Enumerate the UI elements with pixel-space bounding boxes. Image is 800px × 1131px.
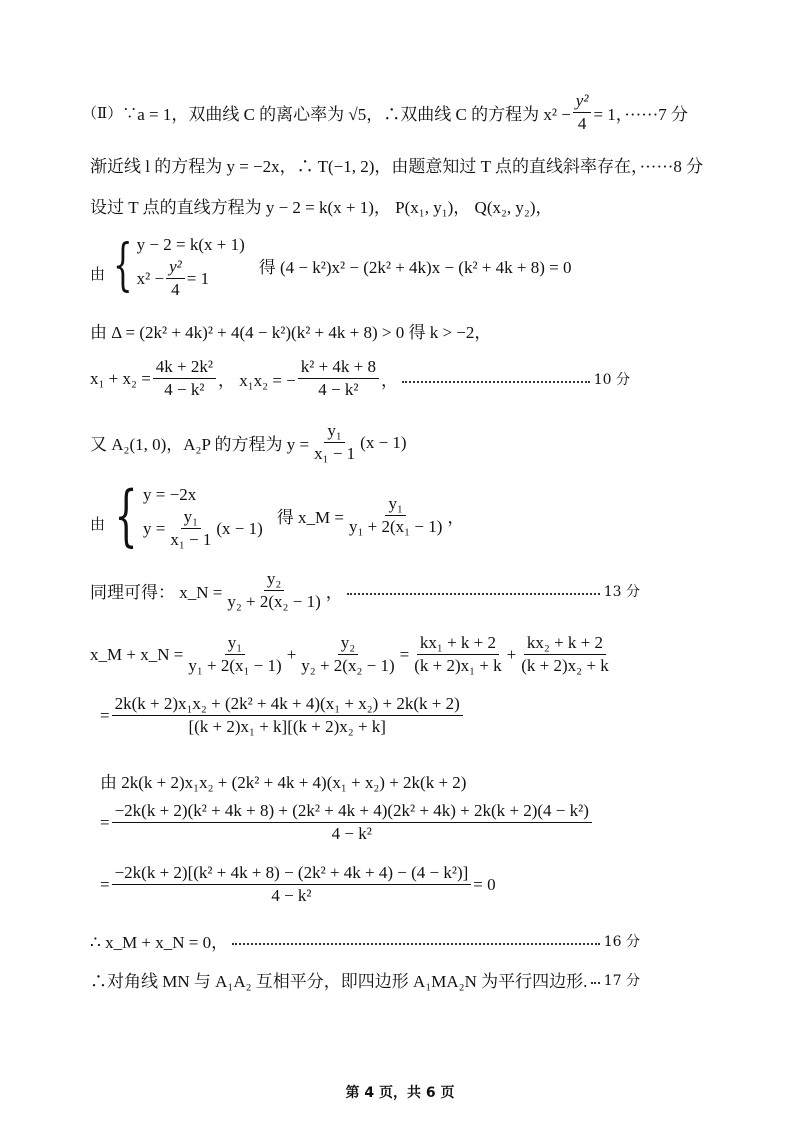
fraction-numerator: y₁	[324, 422, 344, 443]
numerator-text: 由 2k(k + 2)x₁x₂ + (2k² + 4k + 4)(x₁ + x₂) + 2k(k + 2)	[100, 773, 467, 792]
plus: +	[506, 644, 517, 664]
eq2-right: (x − 1)	[216, 518, 263, 538]
xn-label: 同理可得： x_N =	[90, 583, 223, 602]
fraction	[224, 570, 323, 611]
line-conclusion-1	[90, 928, 640, 953]
line-part2-intro	[82, 92, 688, 133]
line-system-2	[90, 476, 465, 554]
fraction	[298, 358, 379, 399]
fraction	[112, 802, 592, 843]
fraction-numerator: kx₂ + k + 2	[524, 634, 606, 655]
fraction	[112, 695, 463, 736]
score-17: 17 分	[603, 972, 640, 989]
comma: ，	[325, 583, 343, 602]
comma: ，	[381, 371, 399, 390]
fraction-numerator: 4k + 2k²	[153, 358, 216, 379]
system-eq-2	[143, 508, 263, 549]
a2p-text: 又 A₂(1, 0)，A₂P 的方程为 y =	[90, 435, 310, 454]
fraction-denominator: x₁ − 1	[170, 530, 212, 549]
equals: =	[100, 705, 110, 725]
discriminant-text: 由 Δ = (2k² + 4k)² + 4(4 − k²)(k² + 4k + 8) > 0 得 k > −2，	[90, 323, 492, 342]
fraction-numerator: 2k(k + 2)x₁x₂ + (2k² + 4k + 4)(x₁ + x₂) + 2k(k + 2)	[112, 695, 463, 716]
line-conclusion-2	[90, 967, 640, 992]
fraction	[298, 634, 397, 675]
fraction	[311, 422, 358, 463]
fraction-numerator: kx₁ + k + 2	[417, 634, 499, 655]
line-xn	[90, 570, 640, 611]
left-brace-icon: {	[113, 232, 133, 298]
fraction	[411, 634, 504, 675]
fraction-numerator: −2k(k + 2)[(k² + 4k + 8) − (2k² + 4k + 4) − (4 − k²)]	[112, 864, 472, 885]
system-prefix: 由	[90, 515, 106, 533]
fraction-denominator: (k + 2)x₁ + k	[414, 656, 502, 675]
line-numerator-expand	[100, 768, 466, 793]
system-eq-1: y = −2x	[143, 485, 197, 504]
fraction-numerator: y₂	[264, 570, 284, 591]
fraction-denominator: 4 − k²	[331, 824, 372, 843]
line-discriminant	[90, 318, 491, 343]
xm-label: 得 x_M =	[276, 508, 344, 527]
fraction-denominator: 4 − k²	[164, 380, 205, 399]
equals: =	[100, 874, 110, 894]
equation-system	[137, 232, 245, 299]
line-system-1	[90, 232, 571, 299]
fraction-denominator: [(k + 2)x₁ + k][(k + 2)x₂ + k]	[188, 717, 386, 736]
part-label: （Ⅱ）∵	[82, 104, 138, 122]
line-a2p	[90, 422, 407, 463]
fraction-denominator: y₂ + 2(x₂ − 1)	[227, 592, 321, 611]
score-7: = 1，······7 分	[593, 105, 688, 124]
comma: ，	[447, 508, 465, 527]
dotted-leader	[591, 982, 599, 984]
fraction-denominator: 4 − k²	[271, 886, 312, 905]
line-equation-text: 设过 T 点的直线方程为 y − 2 = k(x + 1)， P(x₁, y₁)， Q(x₂, y₂)，	[90, 198, 553, 217]
fraction	[112, 864, 472, 905]
fraction-numerator: y₁	[225, 634, 245, 655]
fraction-denominator: y₁ + 2(x₁ − 1)	[188, 656, 282, 675]
left-brace-icon: {	[114, 476, 138, 554]
eq2-left: y =	[143, 518, 166, 538]
vieta-sum: x₁ + x₂ =	[90, 368, 151, 388]
fraction-numerator: k² + 4k + 8	[298, 358, 379, 379]
fraction-denominator: y₁ + 2(x₁ − 1)	[349, 517, 443, 536]
equals-zero: = 0	[473, 874, 496, 894]
system-eq-2	[137, 258, 245, 299]
fraction-numerator: y₁	[181, 508, 201, 529]
equals: =	[399, 644, 410, 664]
fraction-denominator: 4	[171, 280, 180, 299]
system-prefix: 由	[90, 265, 106, 283]
conclusion-2-text: ∴对角线 MN 与 A₁A₂ 互相平分，即四边形 A₁MA₂N 为平行四边形.	[90, 972, 588, 991]
equals: =	[100, 812, 110, 832]
fraction-denominator: y₂ + 2(x₂ − 1)	[301, 656, 395, 675]
asymptote-text: 渐近线 l 的方程为 y = −2x，∴ T(−1, 2)，由题意知过 T 点的直线斜率存在，······8 分	[90, 157, 704, 176]
line-substitute	[100, 802, 594, 843]
fraction	[167, 508, 214, 549]
line-combined	[100, 695, 465, 736]
fraction-denominator: 4	[577, 114, 587, 133]
fraction	[166, 258, 185, 299]
score-16: 16 分	[603, 933, 640, 950]
sum-label: x_M + x_N =	[90, 644, 184, 664]
fraction-numerator: y₁	[385, 495, 405, 516]
dotted-leader	[232, 943, 600, 945]
dotted-leader	[402, 381, 590, 383]
system-result: 得 (4 − k²)x² − (2k² + 4k)x − (k² + 4k + 8) = 0	[258, 258, 572, 277]
plus: +	[286, 644, 297, 664]
equation-system	[143, 482, 263, 549]
dotted-leader	[347, 593, 600, 595]
fraction	[185, 634, 284, 675]
fraction-numerator: y²	[573, 92, 592, 113]
line-line-equation	[90, 193, 553, 218]
eq2-left: x² −	[136, 268, 165, 288]
score-13: 13 分	[603, 583, 640, 600]
fraction-denominator: (k + 2)x₂ + k	[521, 656, 609, 675]
vieta-product: ， x₁x₂ = −	[217, 371, 296, 390]
conclusion-1-text: ∴ x_M + x_N = 0，	[90, 933, 229, 952]
fraction-numerator: −2k(k + 2)(k² + 4k + 8) + (2k² + 4k + 4)(2k² + 4k) + 2k(k + 2)(4 − k²)	[112, 802, 592, 823]
line-vieta	[90, 358, 630, 399]
fraction-denominator: x₁ − 1	[314, 444, 356, 463]
a2p-tail: (x − 1)	[360, 432, 407, 452]
page-footer: 第 4 页，共 6 页	[345, 1085, 455, 1101]
fraction	[153, 358, 216, 399]
eq2-right: = 1	[186, 268, 210, 288]
line-simplify	[100, 864, 496, 905]
eccentricity-text: a = 1，双曲线 C 的离心率为 √5，∴双曲线 C 的方程为 x² −	[137, 105, 571, 124]
fraction	[518, 634, 611, 675]
score-10: 10 分	[593, 371, 630, 388]
system-eq-1: y − 2 = k(x + 1)	[136, 235, 245, 254]
fraction-numerator: y²	[166, 258, 185, 279]
line-sum	[90, 634, 614, 675]
line-asymptote	[90, 152, 703, 177]
fraction-denominator: 4 − k²	[318, 380, 359, 399]
fraction	[573, 92, 592, 133]
fraction	[346, 495, 445, 536]
fraction-numerator: y₂	[338, 634, 358, 655]
